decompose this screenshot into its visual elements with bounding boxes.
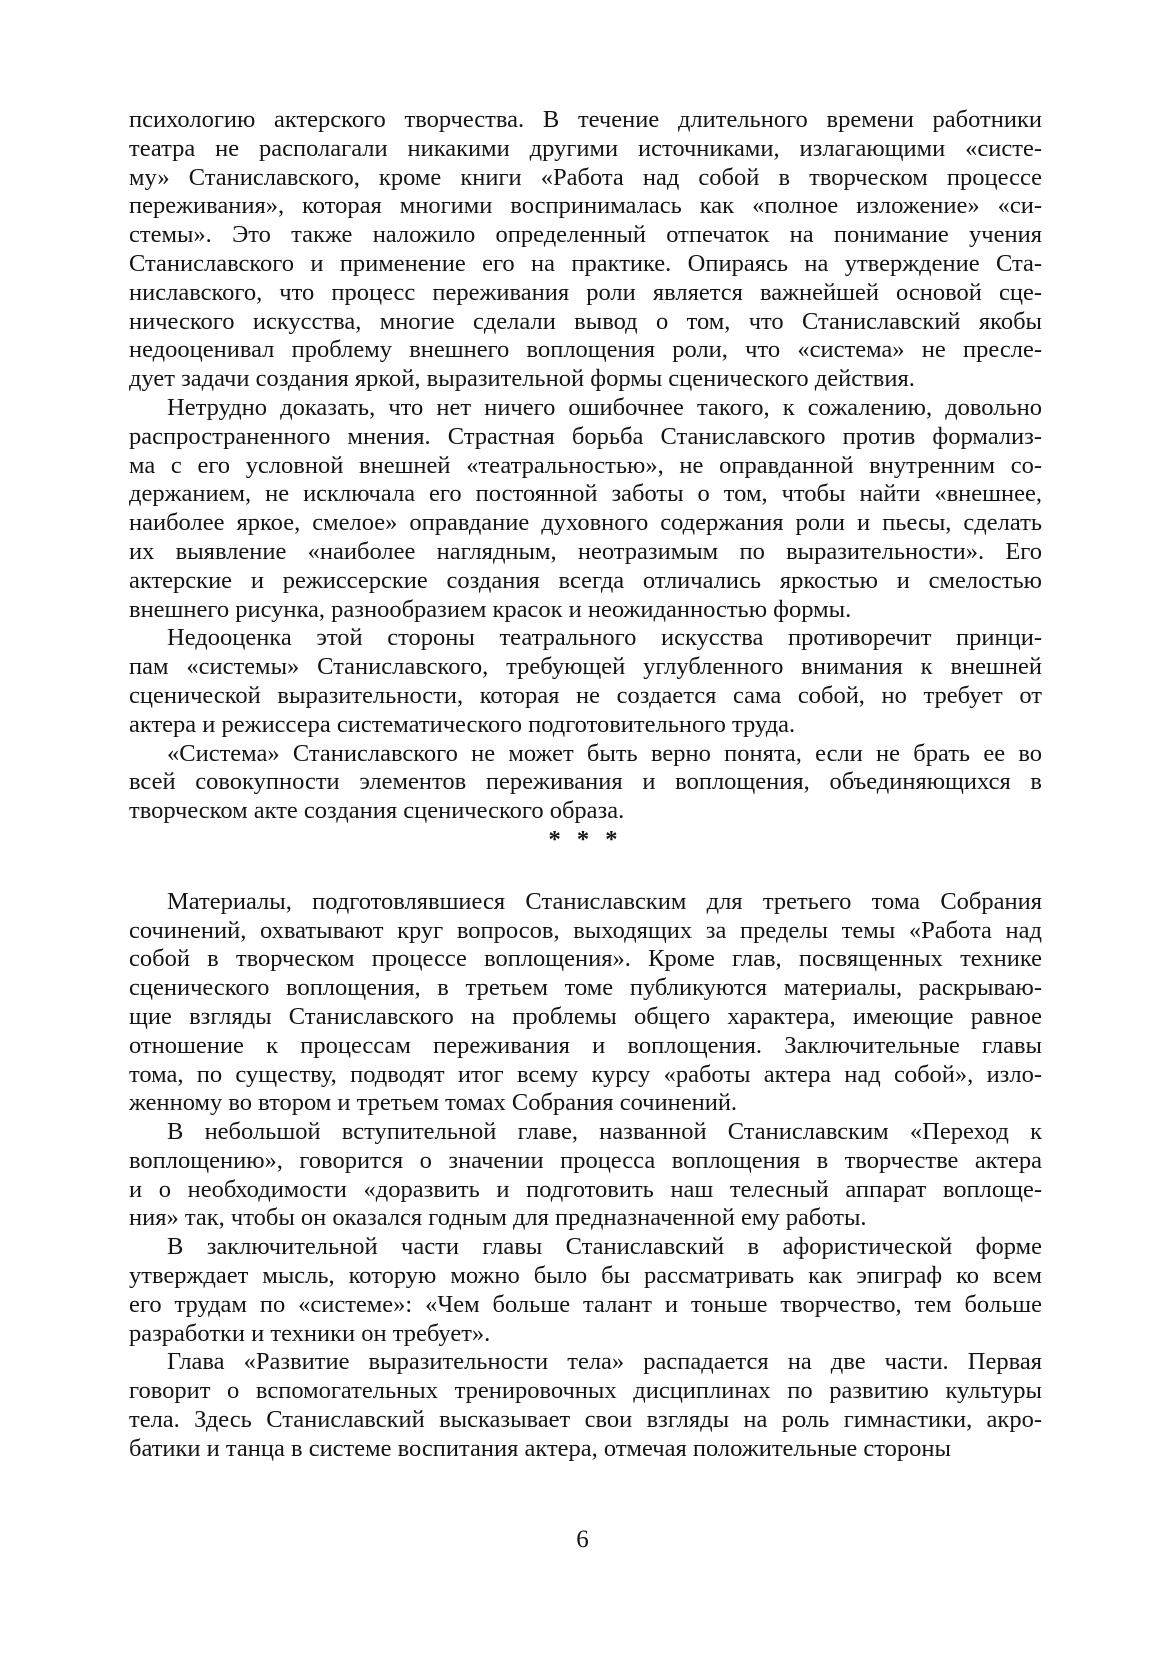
text-line: актерские и режиссерские создания всегда отличались яркостью и смелостью: [129, 566, 1042, 594]
text-line: держанием, не исключала его постоянной заботы о том, чтобы найти «внешнее,: [129, 480, 1042, 508]
text-line: сценической выразительности, которая не создается сама собой, но требует от: [129, 681, 1042, 709]
text-line: психологию актерского творчества. В течение длительного времени работники: [129, 106, 1042, 133]
text-line: разработки и техники он требует».: [129, 1319, 491, 1347]
text-line: собой в творческом процессе воплощения». Кроме глав, посвященных технике: [129, 945, 1042, 973]
text-line: щие взгляды Станиславского на проблемы общего характера, имеющие равное: [129, 1002, 1042, 1030]
paragraph: [129, 1233, 1042, 1348]
paragraph: [129, 394, 1042, 624]
text-line: ма с его условной внешней «театральностью», не оправданной внутренним со-: [129, 451, 1042, 479]
paragraph: [129, 740, 1042, 826]
text-line: пам «системы» Станиславского, требующей углубленного внимания к внешней: [129, 653, 1042, 681]
paragraph: [129, 106, 1042, 394]
text-line: тома, по существу, подводят итог всему курсу «работы актера над собой», изло-: [129, 1060, 1042, 1088]
text-line: батики и танца в системе воспитания актера, отмечая положительные стороны: [129, 1434, 951, 1462]
text-line: Недооценка этой стороны театрального искусства противоречит принци-: [167, 624, 1042, 652]
text-line: женному во втором и третьем томах Собрания сочинений.: [129, 1089, 738, 1117]
page-text: [129, 106, 1042, 1464]
text-line: отношение к процессам переживания и воплощения. Заключительные главы: [129, 1031, 1042, 1059]
paragraph: [129, 1118, 1042, 1233]
text-line: Станиславского и применение его на практике. Опираясь на утверждение Ста-: [129, 249, 1042, 277]
text-line: В небольшой вступительной главе, названной Станиславским «Переход к: [167, 1118, 1042, 1146]
text-line: му» Станиславского, кроме книги «Работа над собой в творческом процессе: [129, 163, 1042, 191]
paragraph: [129, 624, 1042, 739]
text-line: его трудам по «системе»: «Чем больше талант и тоньше творчество, тем больше: [129, 1290, 1042, 1318]
text-line: утверждает мысль, которую можно было бы рассматривать как эпиграф ко всем: [129, 1262, 1042, 1290]
page-number: 6: [576, 1526, 589, 1553]
text-line: нического искусства, многие сделали вывод о том, что Станиславский якобы: [129, 307, 1042, 335]
text-line: сочинений, охватывают круг вопросов, выходящих за пределы темы «Работа над: [129, 916, 1042, 944]
text-line: Глава «Развитие выразительности тела» распадается на две части. Первая: [167, 1348, 1042, 1376]
text-line: актера и режиссера систематического подготовительного труда.: [129, 710, 796, 738]
text-line: ниславского, что процесс переживания роли является важнейшей основой сце-: [129, 278, 1042, 306]
text-line: распространенного мнения. Страстная борьба Станиславского против формализ-: [129, 422, 1042, 450]
text-line: наиболее яркое, смелое» оправдание духовного содержания роли и пьесы, сделать: [129, 509, 1042, 537]
paragraph: [129, 1348, 1042, 1463]
text-line: сценического воплощения, в третьем томе публикуются материалы, раскрываю-: [129, 974, 1042, 1002]
text-line: и о необходимости «доразвить и подготовить наш телесный аппарат воплоще-: [129, 1175, 1042, 1203]
text-line: Нетрудно доказать, что нет ничего ошибочнее такого, к сожалению, довольно: [167, 393, 1042, 421]
text-line: воплощению», говорится о значении процесса воплощения в творчестве актера: [129, 1146, 1042, 1174]
text-line: их выявление «наиболее наглядным, неотразимым по выразительности». Его: [129, 537, 1042, 565]
text-line: тела. Здесь Станиславский высказывает свои взгляды на роль гимнастики, акро-: [129, 1406, 1042, 1434]
text-line: дует задачи создания яркой, выразительной формы сценического действия.: [129, 365, 915, 393]
text-line: стемы». Это также наложило определенный отпечаток на понимание учения: [129, 221, 1042, 249]
text-line: переживания», которая многими воспринималась как «полное изложение» «си-: [129, 192, 1042, 220]
section-separator: * * *: [548, 825, 623, 853]
text-line: внешнего рисунка, разнообразием красок и неожиданностью формы.: [129, 595, 852, 623]
text-line: театра не располагали никакими другими источниками, излагающими «систе-: [129, 134, 1042, 162]
text-line: Материалы, подготовлявшиеся Станиславским для третьего тома Собрания: [167, 887, 1042, 915]
text-line: ния» так, чтобы он оказался годным для предназначенной ему работы.: [129, 1204, 867, 1232]
paragraph: [129, 888, 1042, 1118]
text-line: «Система» Станиславского не может быть верно понята, если не брать ее во: [167, 739, 1042, 767]
text-line: говорит о вспомогательных тренировочных дисциплинах по развитию культуры: [129, 1377, 1042, 1405]
text-line: творческом акте создания сценического образа.: [129, 797, 625, 825]
text-line: В заключительной части главы Станиславский в афористической форме: [167, 1233, 1042, 1261]
text-line: всей совокупности элементов переживания и воплощения, объединяющихся в: [129, 768, 1042, 796]
text-line: недооценивал проблему внешнего воплощения роли, что «система» не пресле-: [129, 336, 1042, 364]
